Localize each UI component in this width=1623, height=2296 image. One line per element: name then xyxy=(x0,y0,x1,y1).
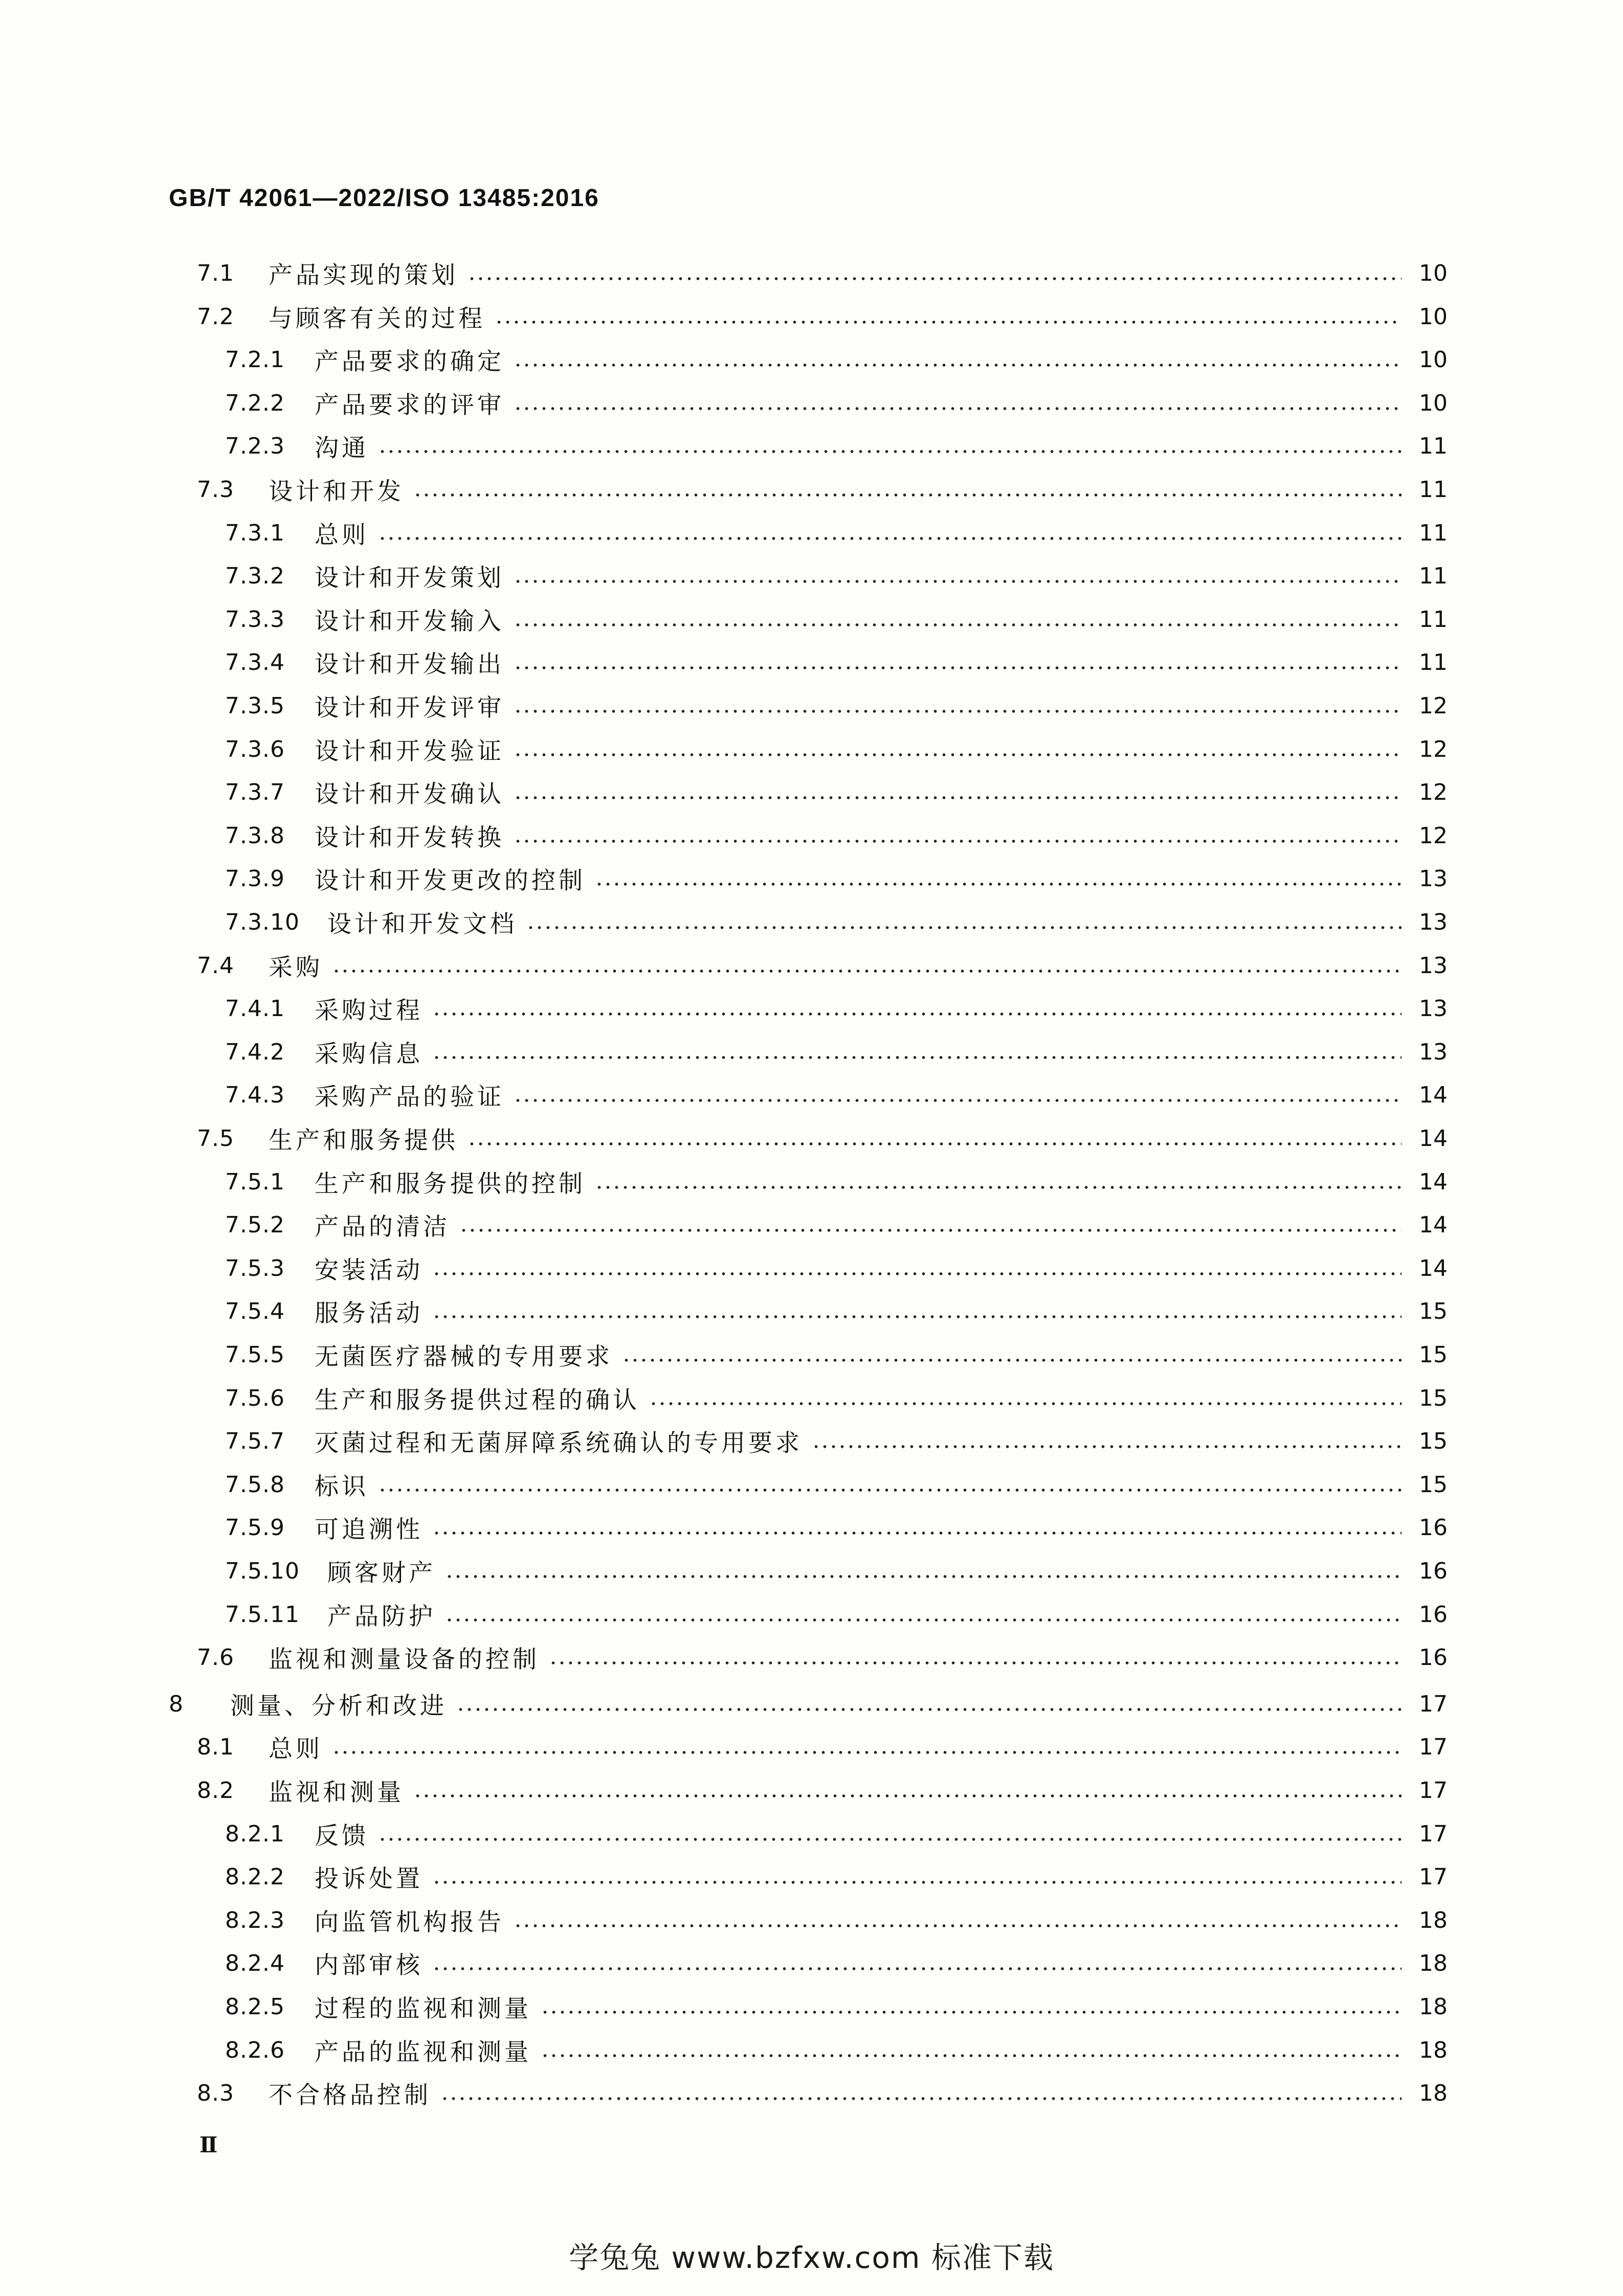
toc-entry-title: 灭菌过程和无菌屏障系统确认的专用要求 xyxy=(315,1429,803,1457)
toc-entry-number: 7.1 xyxy=(197,260,234,286)
toc-entry[interactable] xyxy=(169,1942,1448,1985)
toc-entry[interactable] xyxy=(169,641,1448,684)
toc-entry-title: 采购 xyxy=(269,953,323,982)
toc-entry-page: 14 xyxy=(1419,1082,1448,1108)
dot-leader xyxy=(595,883,1402,886)
toc-entry[interactable] xyxy=(169,1160,1448,1203)
toc-entry-page: 11 xyxy=(1419,649,1448,676)
toc-entry-title: 设计和开发输出 xyxy=(315,650,504,679)
toc-entry[interactable] xyxy=(169,1073,1448,1116)
dot-leader xyxy=(549,1661,1402,1664)
toc-entry-number: 7.2.2 xyxy=(225,390,285,416)
dot-leader xyxy=(514,580,1402,583)
toc-entry-title: 总则 xyxy=(269,1735,323,1763)
toc-entry-title: 产品实现的策划 xyxy=(269,261,458,289)
toc-entry-page: 13 xyxy=(1419,952,1448,979)
toc-entry-number: 7.4.1 xyxy=(225,995,285,1022)
dot-leader xyxy=(432,1272,1402,1275)
toc-entry-page: 17 xyxy=(1419,1863,1448,1890)
toc-entry-title: 监视和测量 xyxy=(269,1778,404,1807)
toc-entry-title: 设计和开发 xyxy=(269,477,404,506)
toc-entry[interactable] xyxy=(169,554,1448,597)
dot-leader xyxy=(432,1315,1402,1318)
toc-entry-title: 无菌医疗器械的专用要求 xyxy=(315,1342,613,1371)
toc-entry-title: 设计和开发验证 xyxy=(315,737,504,766)
dot-leader xyxy=(468,1142,1402,1145)
toc-entry-page: 13 xyxy=(1419,865,1448,892)
toc-entry-title: 产品要求的确定 xyxy=(315,347,504,376)
toc-entry-page: 12 xyxy=(1419,822,1448,849)
toc-entry-page: 17 xyxy=(1419,1734,1448,1760)
toc-entry-number: 7.3.6 xyxy=(225,736,285,762)
toc-entry-page: 16 xyxy=(1419,1514,1448,1541)
toc-entry-number: 7.2 xyxy=(197,303,234,330)
toc-entry-page: 18 xyxy=(1419,2037,1448,2063)
toc-entry[interactable] xyxy=(169,1030,1448,1073)
toc-entry-page: 15 xyxy=(1419,1298,1448,1324)
toc-entry-title: 设计和开发策划 xyxy=(315,564,504,592)
toc-entry-page: 14 xyxy=(1419,1168,1448,1195)
toc-entry[interactable] xyxy=(169,252,1448,295)
dot-leader xyxy=(378,450,1402,453)
toc-entry[interactable] xyxy=(169,1247,1448,1290)
toc-entry-title: 设计和开发评审 xyxy=(315,693,504,722)
dot-leader xyxy=(432,1532,1402,1535)
toc-entry-number: 7.4 xyxy=(197,952,234,979)
toc-entry-number: 7.5.9 xyxy=(225,1514,285,1541)
toc-entry[interactable] xyxy=(169,901,1448,943)
toc-entry[interactable] xyxy=(169,1203,1448,1246)
toc-entry-page: 17 xyxy=(1419,1691,1448,1717)
toc-entry-title: 监视和测量设备的控制 xyxy=(269,1645,540,1674)
dot-leader xyxy=(432,1967,1402,1970)
toc-entry-number: 8.2.3 xyxy=(225,1907,285,1933)
standard-code-header: GB/T 42061—2022/ISO 13485:2016 xyxy=(169,185,599,212)
dot-leader xyxy=(622,1359,1402,1362)
toc-entry-number: 7.2.1 xyxy=(225,346,285,373)
toc-entry-number: 8.2.5 xyxy=(225,1993,285,2020)
toc-entry-title: 与顾客有关的过程 xyxy=(269,304,485,333)
toc-entry-page: 16 xyxy=(1419,1558,1448,1584)
dot-leader xyxy=(541,2054,1402,2057)
toc-entry-number: 7.5.1 xyxy=(225,1168,285,1195)
toc-entry-title: 投诉处置 xyxy=(315,1864,423,1893)
toc-entry-number: 7.2.3 xyxy=(225,433,285,459)
toc-entry-title: 总则 xyxy=(315,521,369,549)
toc-entry[interactable] xyxy=(169,987,1448,1030)
dot-leader xyxy=(514,1924,1402,1927)
toc-entry[interactable] xyxy=(169,1420,1448,1462)
toc-entry[interactable] xyxy=(169,338,1448,381)
toc-entry-page: 15 xyxy=(1419,1385,1448,1411)
toc-entry-number: 7.3.7 xyxy=(225,779,285,805)
toc-entry[interactable] xyxy=(169,598,1448,641)
toc-entry-title: 标识 xyxy=(315,1472,369,1501)
toc-entry-title: 测量、分析和改进 xyxy=(230,1692,447,1720)
toc-entry[interactable] xyxy=(169,814,1448,857)
toc-entry-title: 安装活动 xyxy=(315,1256,423,1285)
toc-entry-page: 14 xyxy=(1419,1255,1448,1281)
toc-entry[interactable] xyxy=(169,1769,1448,1812)
dot-leader xyxy=(514,840,1402,843)
toc-entry[interactable] xyxy=(169,1463,1448,1506)
dot-leader xyxy=(413,493,1402,497)
toc-entry-number: 7.5.3 xyxy=(225,1255,285,1281)
toc-entry-page: 18 xyxy=(1419,2080,1448,2106)
toc-entry[interactable] xyxy=(169,1812,1448,1855)
toc-entry-number: 7.5.11 xyxy=(225,1601,300,1628)
toc-entry-page: 10 xyxy=(1419,390,1448,416)
toc-entry-number: 7.5.6 xyxy=(225,1385,285,1411)
toc-entry-number: 8.2 xyxy=(197,1777,234,1804)
toc-entry-title: 采购产品的验证 xyxy=(315,1083,504,1111)
toc-entry-page: 15 xyxy=(1419,1341,1448,1368)
toc-entry-page: 12 xyxy=(1419,779,1448,805)
toc-entry-title: 采购过程 xyxy=(315,996,423,1025)
toc-entry-title: 产品要求的评审 xyxy=(315,391,504,419)
toc-entry-title: 内部审核 xyxy=(315,1951,423,1979)
toc-entry-number: 7.3.5 xyxy=(225,692,285,719)
toc-entry-page: 14 xyxy=(1419,1211,1448,1238)
toc-entry[interactable] xyxy=(169,1985,1448,2028)
dot-leader xyxy=(440,2097,1402,2100)
toc-entry-title: 采购信息 xyxy=(315,1040,423,1068)
dot-leader xyxy=(456,1708,1402,1711)
dot-leader xyxy=(526,926,1402,929)
toc-entry-number: 8.2.2 xyxy=(225,1863,285,1890)
toc-entry-title: 过程的监视和测量 xyxy=(315,1994,531,2023)
dot-leader xyxy=(413,1794,1402,1797)
toc-entry[interactable] xyxy=(169,468,1448,511)
toc-entry-title: 顾客财产 xyxy=(327,1559,436,1587)
toc-entry-page: 15 xyxy=(1419,1471,1448,1498)
toc-entry-page: 13 xyxy=(1419,909,1448,935)
toc-entry-page: 12 xyxy=(1419,692,1448,719)
toc-entry-title: 向监管机构报告 xyxy=(315,1908,504,1937)
toc-entry-number: 7.5.8 xyxy=(225,1471,285,1498)
dot-leader xyxy=(541,2011,1402,2014)
toc-entry[interactable] xyxy=(169,381,1448,424)
dot-leader xyxy=(459,1229,1402,1232)
toc-entry-title: 产品的监视和测量 xyxy=(315,2038,531,2066)
toc-entry-number: 7.5.7 xyxy=(225,1428,285,1454)
toc-entry-page: 11 xyxy=(1419,562,1448,589)
toc-entry-number: 7.3.3 xyxy=(225,606,285,633)
toc-entry-number: 8.2.1 xyxy=(225,1820,285,1847)
toc-entry-number: 7.5.2 xyxy=(225,1211,285,1238)
toc-entry-page: 17 xyxy=(1419,1820,1448,1847)
toc-entry-page: 10 xyxy=(1419,260,1448,286)
dot-leader xyxy=(514,710,1402,713)
toc-entry-number: 7.3.9 xyxy=(225,865,285,892)
dot-leader xyxy=(378,537,1402,540)
toc-entry-number: 7.5.5 xyxy=(225,1341,285,1368)
toc-entry-number: 7.5.10 xyxy=(225,1558,300,1584)
toc-entry-number: 8.1 xyxy=(197,1734,234,1760)
toc-entry-page: 16 xyxy=(1419,1644,1448,1671)
toc-entry-page: 16 xyxy=(1419,1601,1448,1628)
toc-entry-page: 14 xyxy=(1419,1125,1448,1152)
toc-entry-number: 7.6 xyxy=(197,1644,234,1671)
toc-entry[interactable] xyxy=(169,2072,1448,2114)
dot-leader xyxy=(432,1056,1402,1059)
toc-entry[interactable] xyxy=(169,684,1448,727)
dot-leader xyxy=(649,1402,1402,1405)
toc-entry[interactable] xyxy=(169,1506,1448,1549)
toc-entry-title: 反馈 xyxy=(315,1821,369,1850)
toc-entry-page: 18 xyxy=(1419,1993,1448,2020)
toc-entry-title: 服务活动 xyxy=(315,1299,423,1327)
toc-entry-title: 产品防护 xyxy=(327,1602,436,1631)
toc-entry-page: 18 xyxy=(1419,1907,1448,1933)
dot-leader xyxy=(445,1575,1402,1578)
toc-entry[interactable] xyxy=(169,424,1448,467)
dot-leader xyxy=(445,1618,1402,1622)
dot-leader xyxy=(514,1099,1402,1102)
toc-entry-title: 生产和服务提供 xyxy=(269,1126,458,1155)
dot-leader xyxy=(332,1751,1402,1754)
toc-entry[interactable] xyxy=(169,857,1448,900)
dot-leader xyxy=(514,623,1402,626)
toc-entry-number: 8.3 xyxy=(197,2080,234,2106)
toc-entry[interactable] xyxy=(169,1333,1448,1376)
toc-entry-page: 11 xyxy=(1419,476,1448,503)
toc-entry-number: 7.5 xyxy=(197,1125,234,1152)
toc-entry-title: 可追溯性 xyxy=(315,1515,423,1544)
dot-leader xyxy=(595,1186,1402,1189)
toc-entry-page: 13 xyxy=(1419,1039,1448,1065)
toc-entry[interactable] xyxy=(169,728,1448,771)
toc-entry-page: 11 xyxy=(1419,606,1448,633)
toc-entry[interactable] xyxy=(169,295,1448,338)
toc-entry-page: 10 xyxy=(1419,303,1448,330)
toc-entry-title: 设计和开发文档 xyxy=(327,910,517,938)
toc-entry-number: 8.2.6 xyxy=(225,2037,285,2063)
toc-entry-title: 生产和服务提供的控制 xyxy=(315,1169,586,1198)
toc-entry[interactable] xyxy=(169,511,1448,554)
toc-entry-title: 生产和服务提供过程的确认 xyxy=(315,1386,640,1414)
dot-leader xyxy=(432,1881,1402,1884)
toc-entry-page: 10 xyxy=(1419,346,1448,373)
toc-entry-number: 7.3.10 xyxy=(225,909,300,935)
dot-leader xyxy=(468,277,1402,280)
toc-entry[interactable] xyxy=(169,1549,1448,1592)
footer-watermark: 学兔兔 www.bzfxw.com 标准下载 xyxy=(569,2240,1054,2275)
toc-entry-number: 7.4.2 xyxy=(225,1039,285,1065)
toc-entry-title: 沟通 xyxy=(315,434,369,462)
toc-entry-title: 设计和开发更改的控制 xyxy=(315,866,586,895)
toc-entry[interactable] xyxy=(169,1725,1448,1768)
toc-entry-number: 7.4.3 xyxy=(225,1082,285,1108)
toc-entry[interactable] xyxy=(169,944,1448,987)
dot-leader xyxy=(432,1012,1402,1016)
toc-entry[interactable] xyxy=(169,2029,1448,2072)
toc-entry-page: 12 xyxy=(1419,736,1448,762)
toc-entry[interactable] xyxy=(169,1855,1448,1898)
toc-entry-title: 产品的清洁 xyxy=(315,1212,450,1241)
dot-leader xyxy=(495,321,1402,324)
toc-entry[interactable] xyxy=(169,1377,1448,1420)
toc-entry-title: 设计和开发输入 xyxy=(315,607,504,636)
toc-entry[interactable] xyxy=(169,1290,1448,1333)
toc-entry[interactable] xyxy=(169,1117,1448,1160)
toc-entry-page: 11 xyxy=(1419,433,1448,459)
toc-entry-title: 设计和开发转换 xyxy=(315,823,504,852)
toc-entry-page: 18 xyxy=(1419,1950,1448,1976)
toc-entry-page: 13 xyxy=(1419,995,1448,1022)
dot-leader xyxy=(514,753,1402,756)
toc-entry[interactable] xyxy=(169,1682,1448,1725)
toc-entry-number: 7.3.2 xyxy=(225,562,285,589)
toc-entry[interactable] xyxy=(169,1899,1448,1942)
toc-entry-number: 7.3.8 xyxy=(225,822,285,849)
toc-entry-number: 8 xyxy=(169,1691,184,1717)
dot-leader xyxy=(378,1489,1402,1492)
toc-entry-title: 不合格品控制 xyxy=(269,2081,431,2109)
dot-leader xyxy=(378,1838,1402,1841)
toc-entry-page: 15 xyxy=(1419,1428,1448,1454)
page-number: Ⅱ xyxy=(199,2132,218,2157)
toc-entry-number: 7.3.1 xyxy=(225,520,285,546)
dot-leader xyxy=(514,407,1402,410)
toc-entry[interactable] xyxy=(169,1593,1448,1636)
toc-entry-number: 7.3.4 xyxy=(225,649,285,676)
toc-entry-number: 8.2.4 xyxy=(225,1950,285,1976)
toc-entry[interactable] xyxy=(169,1636,1448,1679)
toc-entry-number: 7.5.4 xyxy=(225,1298,285,1324)
toc-entry-page: 17 xyxy=(1419,1777,1448,1804)
toc-entry-page: 11 xyxy=(1419,520,1448,546)
dot-leader xyxy=(332,970,1402,973)
dot-leader xyxy=(514,796,1402,799)
dot-leader xyxy=(514,666,1402,669)
dot-leader xyxy=(514,364,1402,367)
toc-entry-title: 设计和开发确认 xyxy=(315,780,504,808)
dot-leader xyxy=(812,1445,1402,1448)
toc-entry[interactable] xyxy=(169,771,1448,814)
toc-entry-number: 7.3 xyxy=(197,476,234,503)
